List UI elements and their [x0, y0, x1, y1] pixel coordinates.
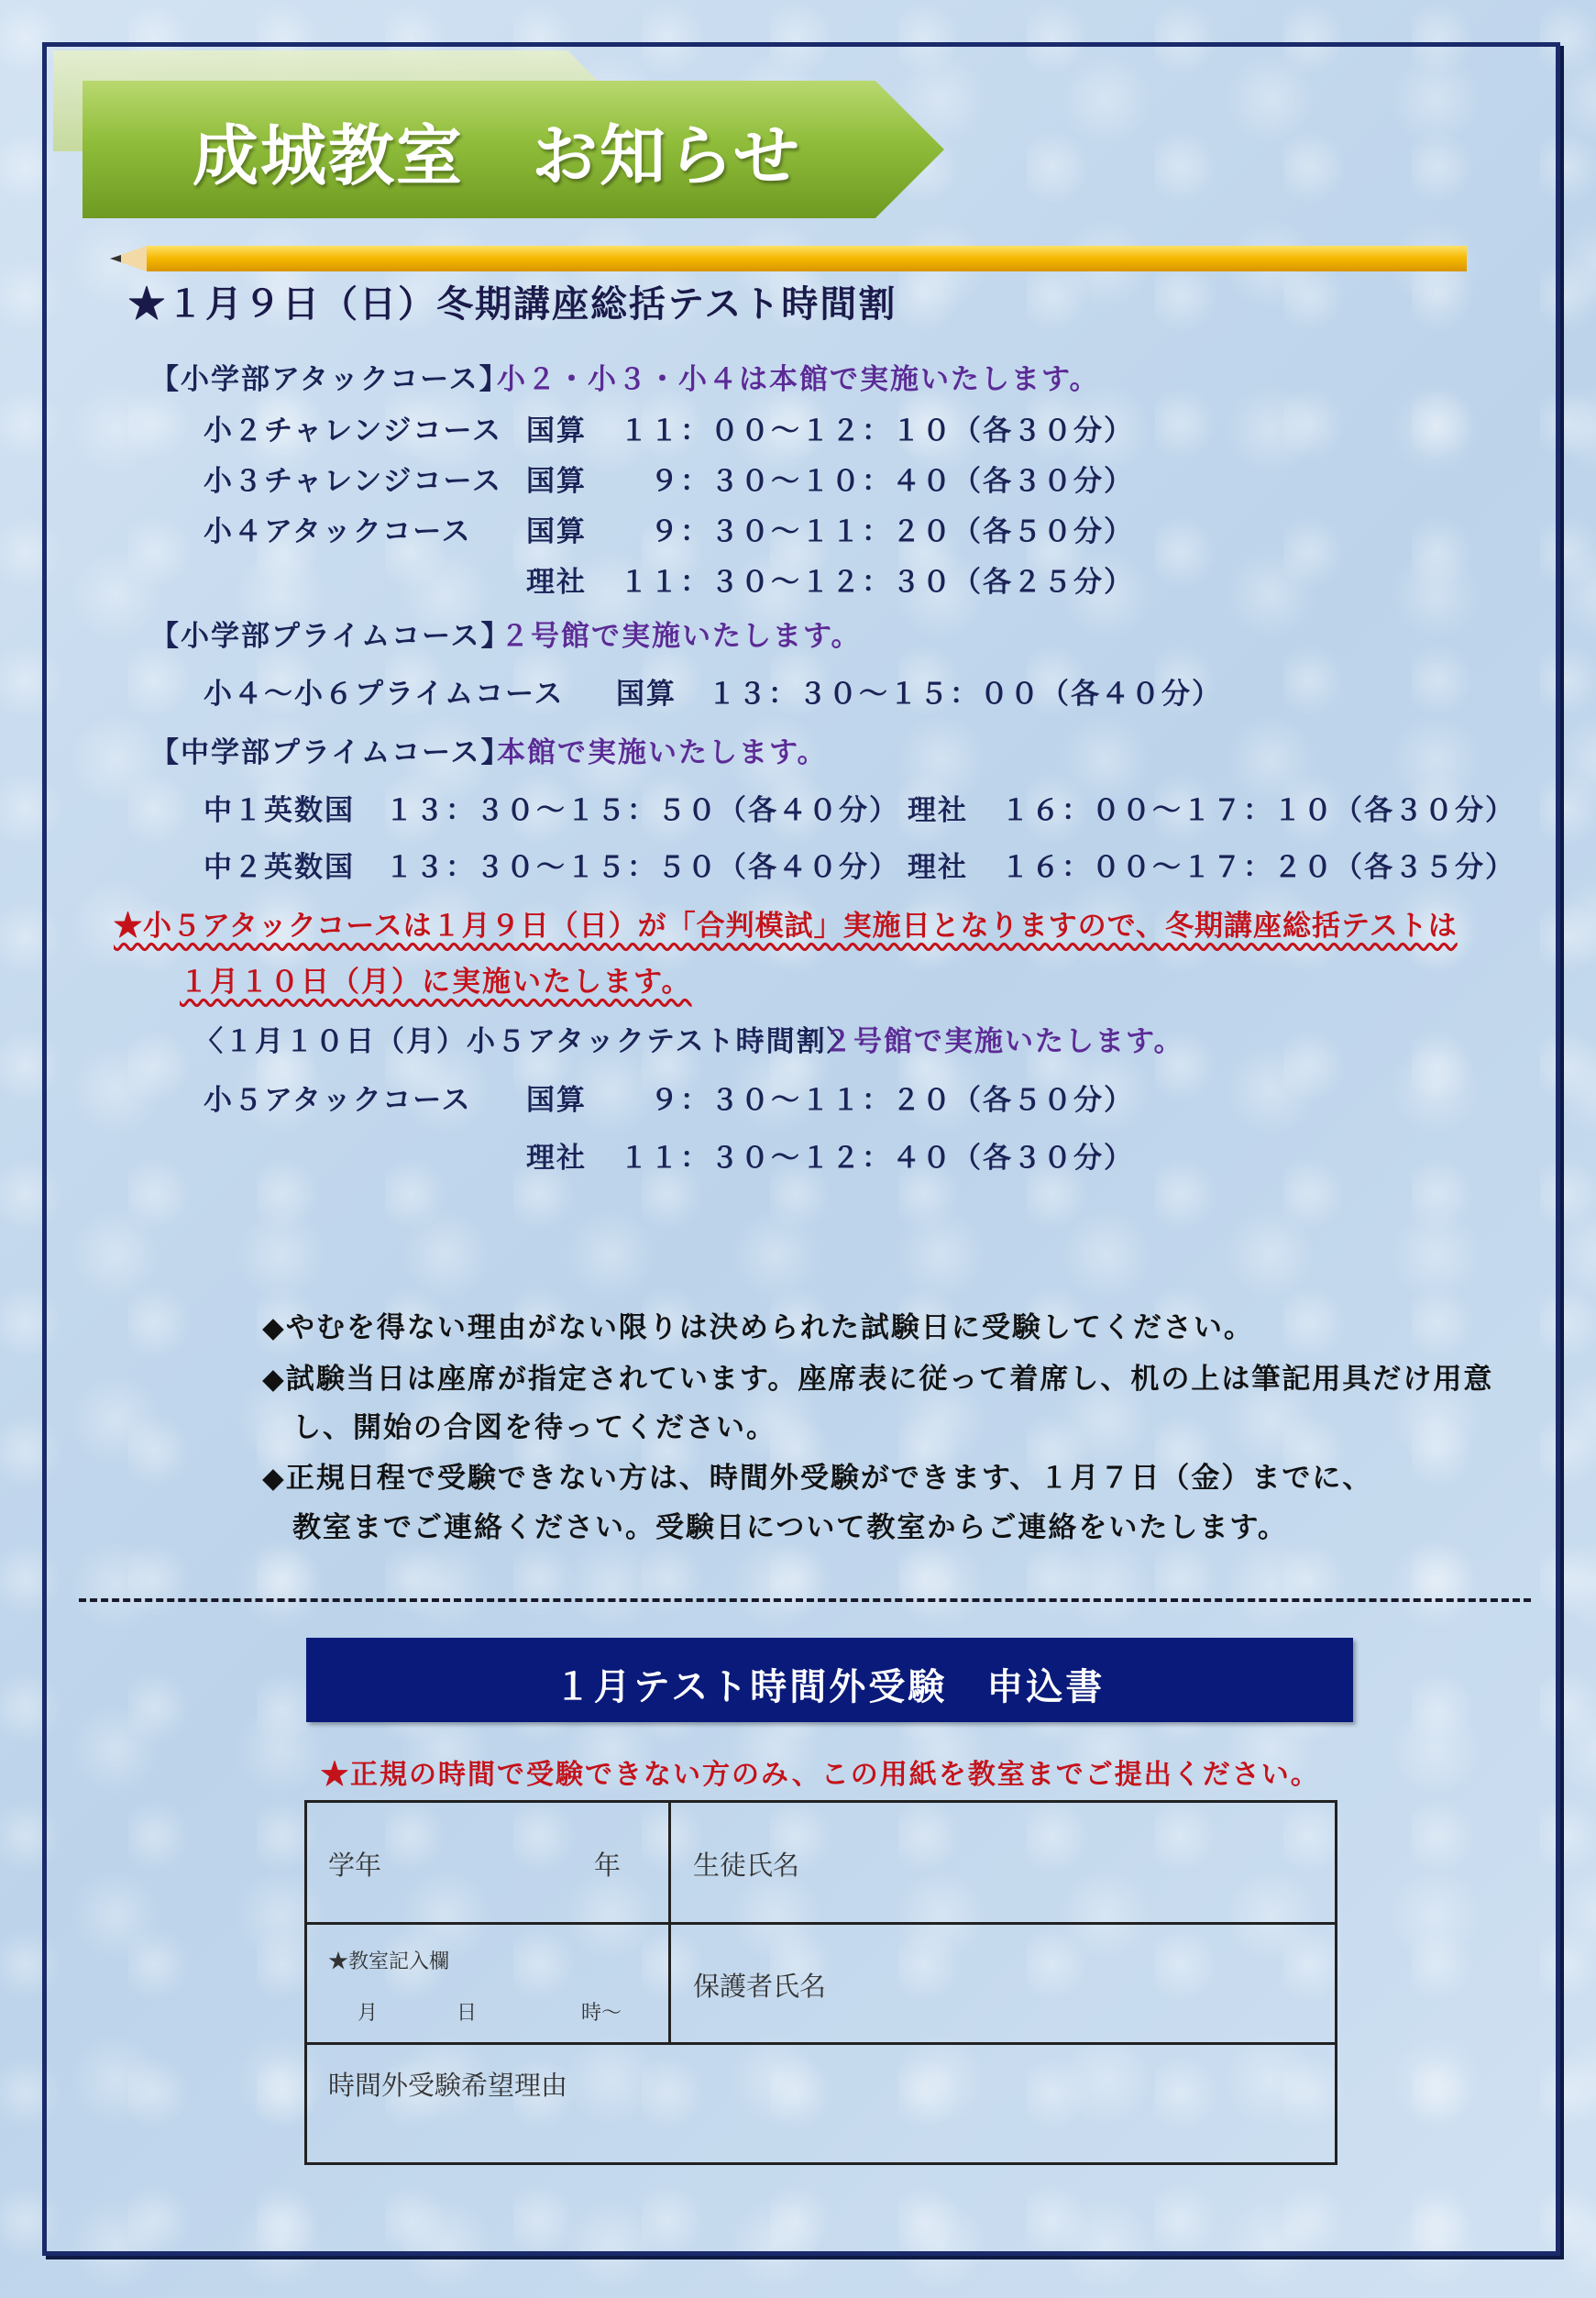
- elementary-prime-note: ２号館で実施いたします。: [501, 620, 862, 653]
- junior-prime-note: 本館で実施いたします。: [497, 736, 828, 769]
- time-range: １３：３０～１５：５０（各４０分）: [385, 794, 899, 827]
- course-name: 小５アタックコース: [204, 1084, 472, 1117]
- time-range: １３：３０～１５：５０（各４０分）: [385, 851, 899, 884]
- office-use-label: ★教室記入欄: [328, 1950, 450, 1973]
- subject: 理社: [908, 851, 968, 884]
- elementary-prime-heading: 【小学部プライムコース】: [150, 620, 512, 653]
- time-range: ９：３０～１０：４０（各３０分）: [620, 465, 1134, 498]
- grade5-heading: 〈１月１０日（月）小５アタックテスト時間割〉: [194, 1025, 857, 1058]
- grade-label: 学年: [328, 1850, 382, 1881]
- office-use-cell[interactable]: [304, 1922, 671, 2045]
- subject: 理社: [526, 566, 587, 599]
- time-range: １３：３０～１５：００（各４０分）: [708, 678, 1222, 711]
- course-name: 小２チャレンジコース: [204, 414, 502, 447]
- student-name-label: 生徒氏名: [693, 1850, 800, 1881]
- office-month: 月: [358, 2002, 379, 2025]
- time-range: １１：３０～１２：４０（各３０分）: [620, 1142, 1134, 1175]
- subject: 国算: [616, 678, 677, 711]
- form-title: １月テスト時間外受験 申込書: [554, 1666, 1106, 1708]
- elementary-attack-note: 小２・小３・小４は本館で実施いたします。: [497, 363, 1100, 396]
- time-range: ９：３０～１１：２０（各５０分）: [620, 1084, 1134, 1117]
- office-hour: 時～: [581, 2002, 622, 2025]
- office-day: 日: [457, 2002, 478, 2025]
- time-range: １６：００～１７：１０（各３０分）: [1001, 794, 1515, 827]
- junior-prime-heading: 【中学部プライムコース】: [150, 736, 512, 769]
- form-instruction: ★正規の時間で受験できない方のみ、この用紙を教室までご提出ください。: [321, 1759, 1320, 1791]
- rule-line: ◆試験当日は座席が指定されています。座席表に従って着席し、机の上は筆記用具だけ用意: [262, 1363, 1494, 1396]
- cut-line: [79, 1598, 1531, 1602]
- grade5-notice-line1: ★小５アタックコースは１月９日（日）が「合判模試」実施日となりますので、冬期講座総括テストは: [114, 910, 1458, 943]
- grade5-note: ２号館で実施いたします。: [823, 1025, 1184, 1058]
- time-range: １６：００～１７：２０（各３５分）: [1001, 851, 1515, 884]
- course-name: 小３チャレンジコース: [204, 465, 502, 498]
- subject: 理社: [908, 794, 968, 827]
- rule-line: ◆正規日程で受験できない方は、時間外受験ができます、１月７日（金）までに、: [262, 1462, 1373, 1495]
- subject: 理社: [526, 1142, 587, 1175]
- grade-suffix: 年: [594, 1850, 622, 1881]
- subject: 国算: [526, 1084, 587, 1117]
- course-name: 中２英数国: [204, 851, 355, 884]
- reason-cell[interactable]: [304, 2042, 1337, 2165]
- schedule-title: ★１月９日（日）冬期講座総括テスト時間割: [128, 282, 897, 326]
- elementary-attack-heading: 【小学部アタックコース】: [150, 363, 510, 396]
- time-range: １１：００～１２：１０（各３０分）: [620, 414, 1134, 447]
- rule-line: ◆やむを得ない理由がない限りは決められた試験日に受験してください。: [262, 1311, 1254, 1344]
- course-name: 中１英数国: [204, 794, 355, 827]
- grade5-notice-line2: １月１０日（月）に実施いたします。: [180, 966, 692, 999]
- banner-title: 成城教室 お知らせ: [193, 116, 801, 194]
- time-range: ９：３０～１１：２０（各５０分）: [620, 515, 1134, 548]
- course-name: 小４アタックコース: [204, 515, 472, 548]
- pencil-divider: [110, 246, 1467, 271]
- course-name: 小４～小６プライムコース: [204, 678, 565, 711]
- rule-line: し、開始の合図を待ってください。: [262, 1411, 776, 1444]
- time-range: １１：３０～１２：３０（各２５分）: [620, 566, 1134, 599]
- subject: 国算: [526, 465, 587, 498]
- subject: 国算: [526, 515, 587, 548]
- guardian-name-label: 保護者氏名: [693, 1971, 827, 2002]
- subject: 国算: [526, 414, 587, 447]
- reason-label: 時間外受験希望理由: [328, 2070, 568, 2101]
- rule-line: 教室までご連絡ください。受験日について教室からご連絡をいたします。: [262, 1511, 1288, 1544]
